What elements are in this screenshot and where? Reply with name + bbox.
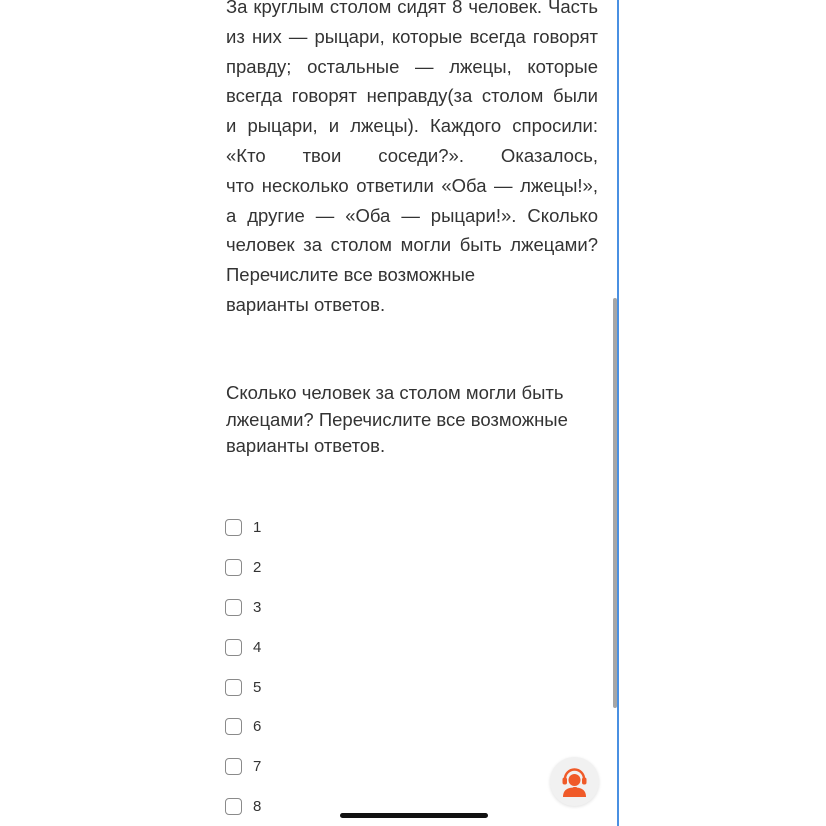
option-5[interactable] bbox=[225, 667, 261, 707]
option-label: 4 bbox=[253, 638, 262, 656]
option-label: 1 bbox=[253, 519, 262, 537]
option-8[interactable] bbox=[225, 787, 261, 826]
content-border bbox=[617, 0, 619, 826]
problem-line-2: из них — рыцари, которые всегда говорят bbox=[226, 25, 598, 47]
option-label: 7 bbox=[253, 758, 262, 776]
option-1[interactable] bbox=[225, 508, 261, 548]
problem-line-5: и рыцари, и лжецы). Каждого спросили: bbox=[226, 115, 598, 137]
problem-line-4: всегда говорят неправду(за столом были bbox=[226, 85, 598, 107]
answer-options bbox=[225, 508, 261, 826]
checkbox-icon[interactable] bbox=[225, 758, 242, 775]
option-7[interactable] bbox=[225, 747, 261, 787]
option-label: 2 bbox=[253, 559, 262, 577]
problem-line-8: а другие — «Оба — рыцари!». Сколько bbox=[226, 204, 598, 226]
problem-line-1: За круглым столом сидят 8 человек. Часть bbox=[226, 0, 598, 17]
problem-line-6: «Кто твои соседи?». Оказалось, bbox=[226, 144, 598, 166]
option-3[interactable] bbox=[225, 588, 261, 628]
problem-line-7: что несколько ответили «Оба — лжецы!», bbox=[226, 174, 598, 196]
option-label: 5 bbox=[253, 678, 262, 696]
checkbox-icon[interactable] bbox=[225, 519, 242, 536]
problem-statement bbox=[226, 0, 598, 320]
problem-line-11: варианты ответов. bbox=[226, 293, 386, 315]
problem-line-9: человек за столом могли быть лжецами? bbox=[226, 234, 598, 256]
option-6[interactable] bbox=[225, 707, 261, 747]
question-prompt: Сколько человек за столом могли быть лжецами? Перечислите все возможные варианты ответов. bbox=[226, 382, 568, 456]
problem-line-10: Перечислите все возможные bbox=[226, 264, 476, 286]
checkbox-icon[interactable] bbox=[225, 798, 242, 815]
support-chat-button[interactable] bbox=[550, 757, 599, 806]
checkbox-icon[interactable] bbox=[225, 559, 242, 576]
home-indicator[interactable] bbox=[340, 813, 488, 818]
option-2[interactable] bbox=[225, 548, 261, 588]
option-4[interactable] bbox=[225, 627, 261, 667]
support-agent-icon bbox=[560, 766, 589, 797]
checkbox-icon[interactable] bbox=[225, 679, 242, 696]
checkbox-icon[interactable] bbox=[225, 718, 242, 735]
checkbox-icon[interactable] bbox=[225, 599, 242, 616]
option-label: 6 bbox=[253, 718, 262, 736]
checkbox-icon[interactable] bbox=[225, 639, 242, 656]
option-label: 8 bbox=[253, 797, 262, 815]
option-label: 3 bbox=[253, 598, 262, 616]
problem-line-3: правду; остальные — лжецы, которые bbox=[226, 55, 598, 77]
